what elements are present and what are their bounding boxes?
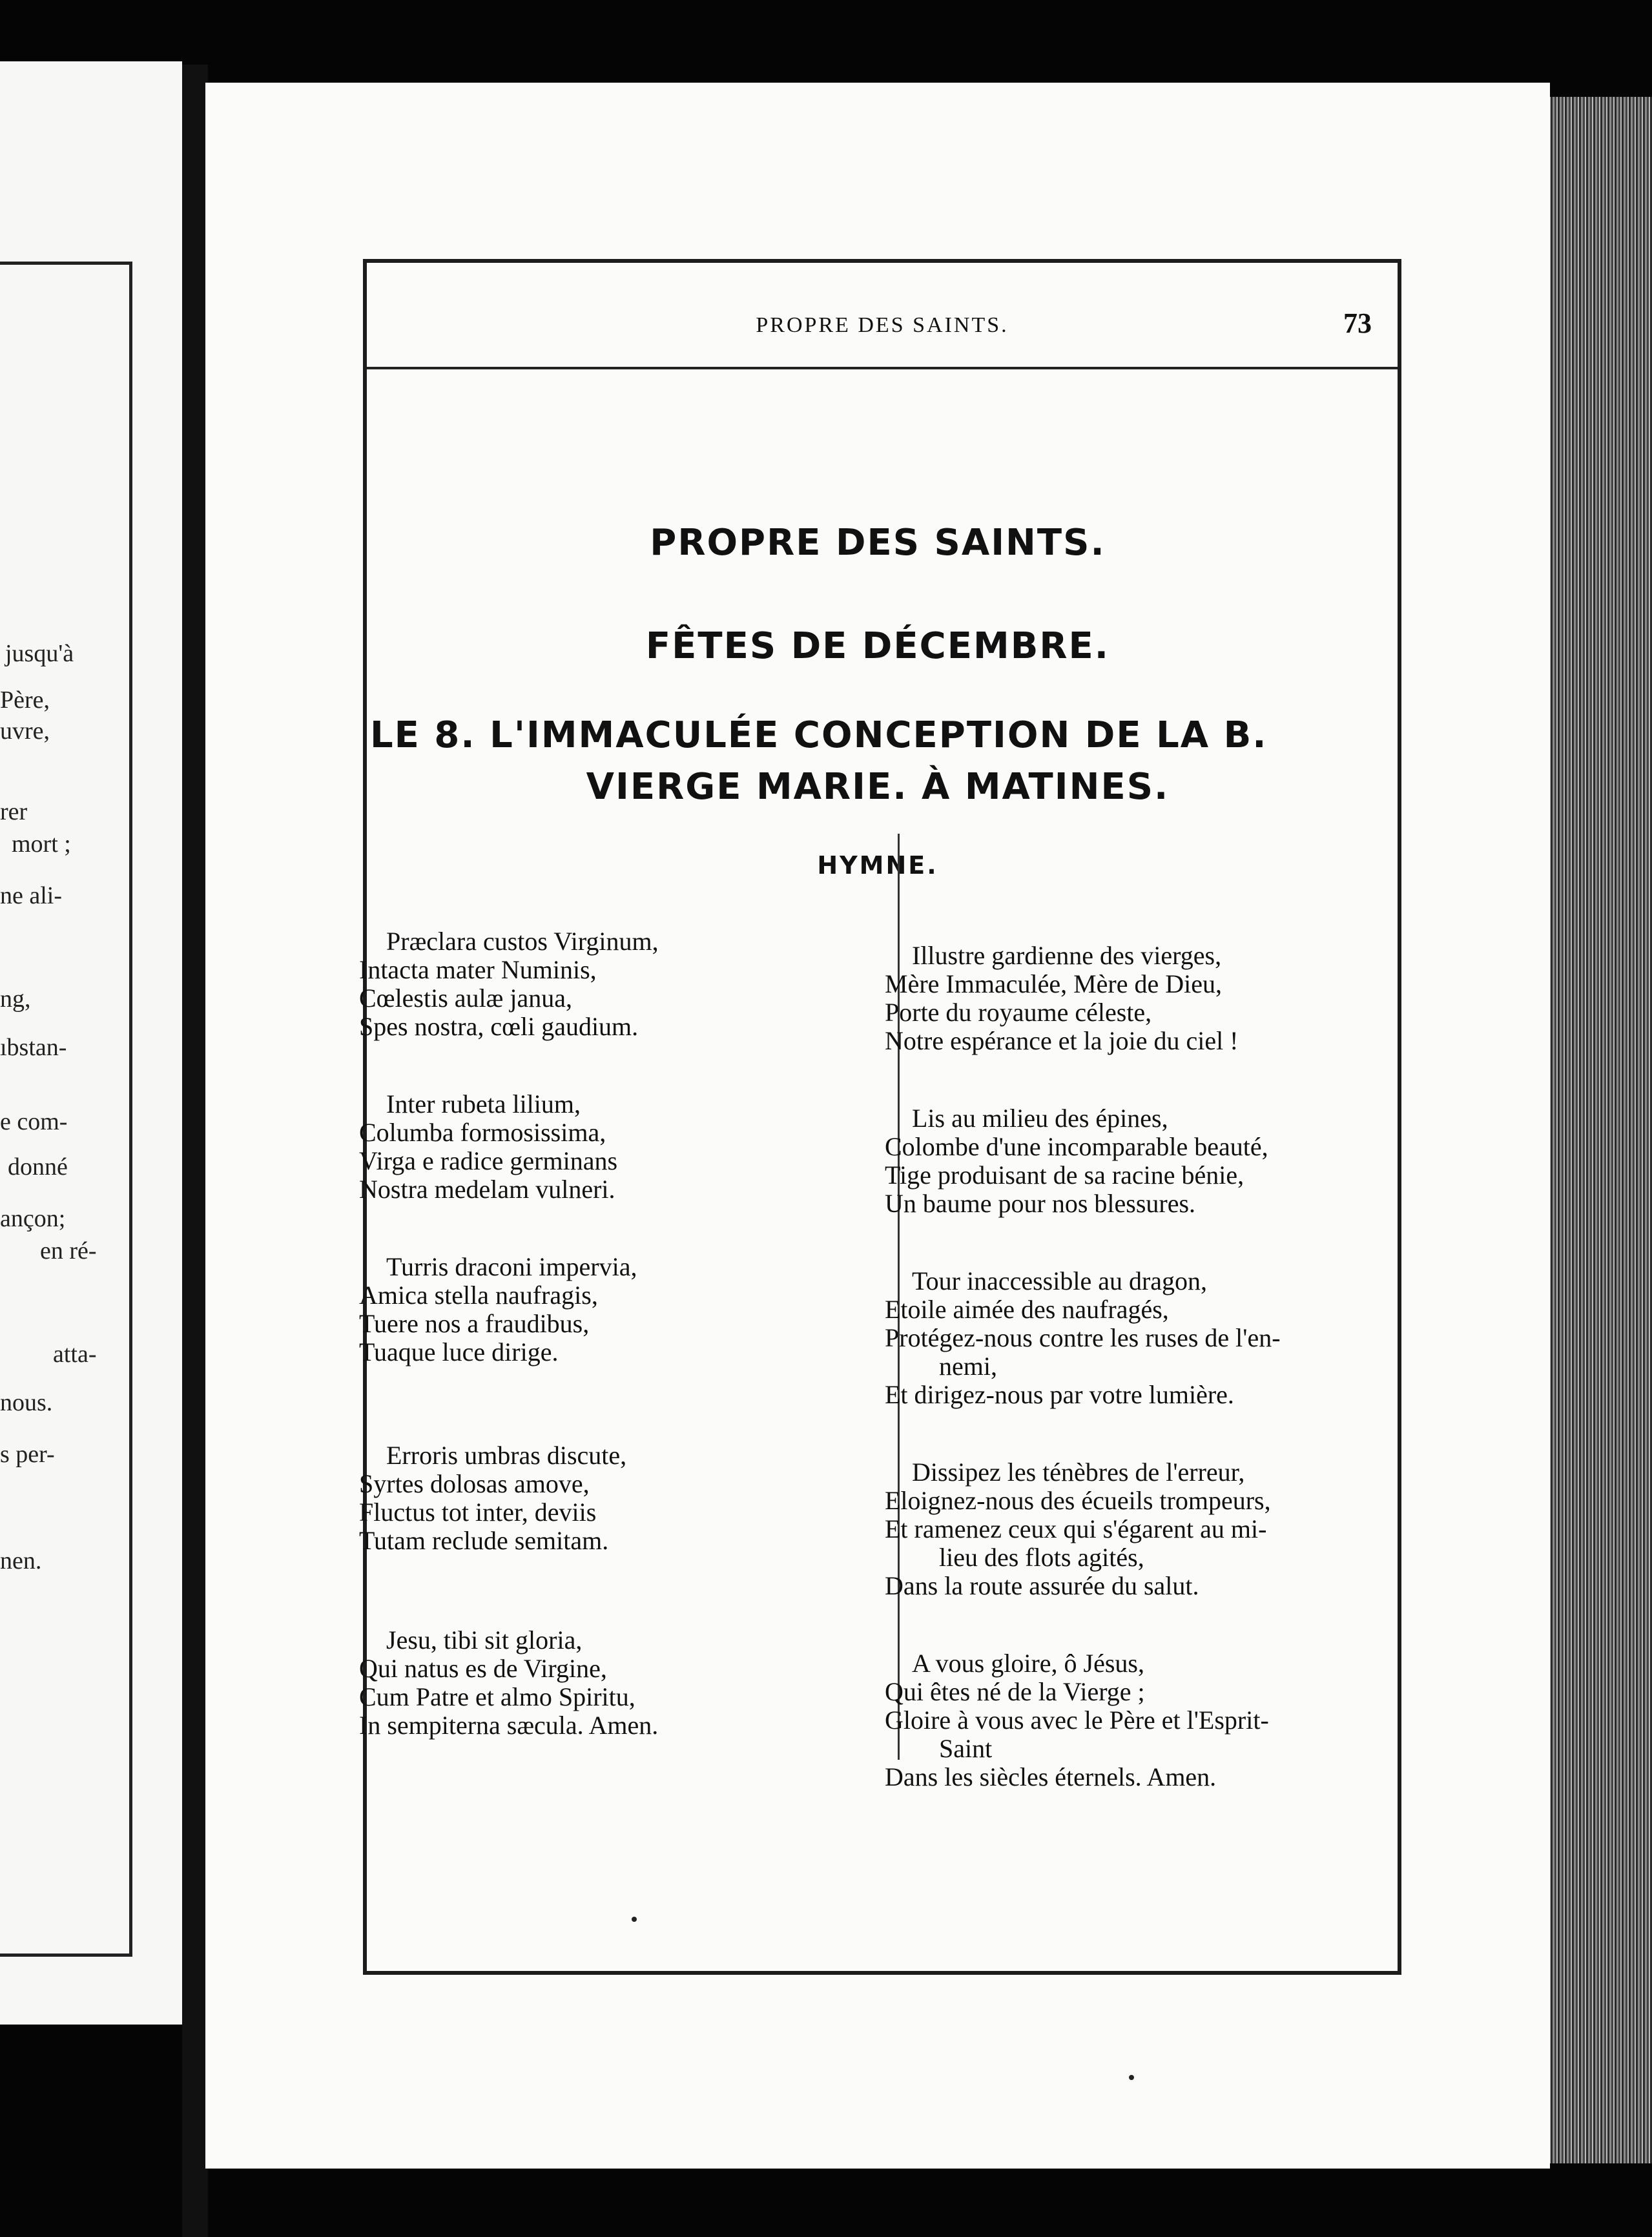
hymn-line: Et ramenez ceux qui s'égarent au mi- [885, 1514, 1267, 1543]
feast-title-line2: VIERGE MARIE. À MATINES. [586, 766, 1170, 808]
hymn-line: Spes nostra, cœli gaudium. [359, 1012, 639, 1041]
hymn-line: Gloire à vous avec le Père et l'Esprit- [885, 1706, 1269, 1735]
book-spine [182, 65, 208, 2237]
hymn-line: Un baume pour nos blessures. [885, 1189, 1196, 1218]
left-page-fragment: nen. [0, 1547, 42, 1574]
hymn-line: Jesu, tibi sit gloria, [386, 1625, 583, 1655]
hymn-line: Tuere nos a fraudibus, [359, 1309, 590, 1338]
left-page-fragment: Père, [0, 686, 50, 714]
page-edge [1544, 97, 1652, 2163]
hymn-line: Nostra medelam vulneri. [359, 1175, 615, 1204]
hymn-line: Dans les siècles éternels. Amen. [885, 1762, 1217, 1791]
hymn-stanza [359, 1090, 659, 1204]
hymn-stanza [885, 942, 1281, 1055]
hymn-stanza [359, 1441, 659, 1555]
left-page-fragment: rer [0, 798, 28, 825]
left-page-fragment: mort ; [12, 830, 71, 858]
hymn-line: A vous gloire, ô Jésus, [912, 1649, 1144, 1678]
hymn-line: Saint [939, 1734, 993, 1763]
hymn-line: Intacta mater Numinis, [359, 955, 597, 984]
hymn-line: Et dirigez-nous par votre lumière. [885, 1380, 1234, 1409]
left-page-fragment: uvre, [0, 717, 50, 745]
hymn-line: Tour inaccessible au dragon, [912, 1266, 1208, 1295]
hymn-line: Etoile aimée des naufragés, [885, 1295, 1169, 1324]
hymn-line: Virga e radice germinans [359, 1146, 618, 1175]
hymn-line: Mère Immaculée, Mère de Dieu, [885, 969, 1222, 998]
left-page-fragment: e com- [0, 1108, 68, 1135]
hymn-stanza [885, 1267, 1281, 1409]
feasts-title: FÊTES DE DÉCEMBRE. [645, 625, 1110, 667]
page-number: 73 [1343, 307, 1372, 339]
hymn-line: Protégez-nous contre les ruses de l'en- [885, 1323, 1281, 1352]
hymn-stanza [885, 1649, 1281, 1791]
hymn-line: Columba formosissima, [359, 1118, 606, 1147]
hymn-line: Syrtes dolosas amove, [359, 1469, 590, 1498]
hymn-line: Amica stella naufragis, [359, 1281, 598, 1310]
hymn-stanza [359, 927, 659, 1041]
left-page-fragment: nous. [0, 1389, 53, 1416]
hymn-line: Cœlestis aulæ janua, [359, 984, 572, 1013]
hymn-line: Qui êtes né de la Vierge ; [885, 1677, 1145, 1706]
feast-title-line1: LE 8. L'IMMACULÉE CONCEPTION DE LA B. [370, 714, 1268, 756]
hymn-line: Fluctus tot inter, deviis [359, 1498, 597, 1527]
hymn-line: Illustre gardienne des vierges, [912, 941, 1222, 970]
hymn-line: In sempiterna sæcula. Amen. [359, 1711, 659, 1740]
hymn-line: Porte du royaume céleste, [885, 998, 1152, 1027]
latin-column [359, 927, 659, 1740]
hymn-line: Erroris umbras discute, [386, 1441, 627, 1470]
hymn-line: Colombe d'une incomparable beauté, [885, 1132, 1268, 1161]
header-rule [367, 367, 1398, 369]
hymn-stanza [885, 1458, 1281, 1600]
left-page-fragment: ne ali- [0, 882, 63, 909]
hymn-line: Lis au milieu des épines, [912, 1104, 1168, 1133]
hymn-line: Eloignez-nous des écueils trompeurs, [885, 1486, 1271, 1515]
hymn-line: nemi, [939, 1352, 997, 1381]
hymn-line: Inter rubeta lilium, [386, 1089, 581, 1118]
left-page-fragment: jusqu'à [5, 640, 74, 667]
hymn-line: Tuaque luce dirige. [359, 1337, 559, 1366]
french-column [885, 942, 1281, 1791]
hymn-stanza [359, 1626, 659, 1740]
left-page-fragment: atta- [53, 1341, 97, 1368]
hymn-line: Qui natus es de Virgine, [359, 1654, 607, 1683]
left-page-fragment: donné [8, 1153, 68, 1180]
hymn-line: Tige produisant de sa racine bénie, [885, 1160, 1244, 1190]
hymn-line: Dissipez les ténèbres de l'erreur, [912, 1458, 1245, 1487]
page [205, 83, 1550, 2169]
main-title: PROPRE DES SAINTS. [650, 522, 1106, 564]
left-page-fragment: en ré- [40, 1237, 97, 1264]
hymn-line: Turris draconi impervia, [386, 1252, 637, 1281]
hymn-line: Cum Patre et almo Spiritu, [359, 1682, 635, 1711]
running-head: PROPRE DES SAINTS. [756, 313, 1009, 337]
left-page-fragment: s per- [0, 1441, 55, 1468]
hymn-line: Præclara custos Virginum, [386, 927, 659, 956]
hymn-line: Dans la route assurée du salut. [885, 1571, 1199, 1600]
speck [1129, 2075, 1134, 2080]
hymn-heading: HYMNE. [817, 851, 938, 880]
hymn-line: lieu des flots agités, [939, 1543, 1144, 1572]
left-page-fragment: ng, [0, 985, 31, 1013]
hymn-line: Notre espérance et la joie du ciel ! [885, 1026, 1239, 1055]
hymn-stanza [885, 1104, 1281, 1218]
hymn-line: Tutam reclude semitam. [359, 1526, 609, 1555]
left-page [0, 61, 182, 2025]
left-page-fragment: ıbstan- [0, 1034, 67, 1061]
left-page-fragment: ançon; [0, 1205, 66, 1232]
hymn-stanza [359, 1253, 659, 1366]
speck [632, 1917, 637, 1922]
